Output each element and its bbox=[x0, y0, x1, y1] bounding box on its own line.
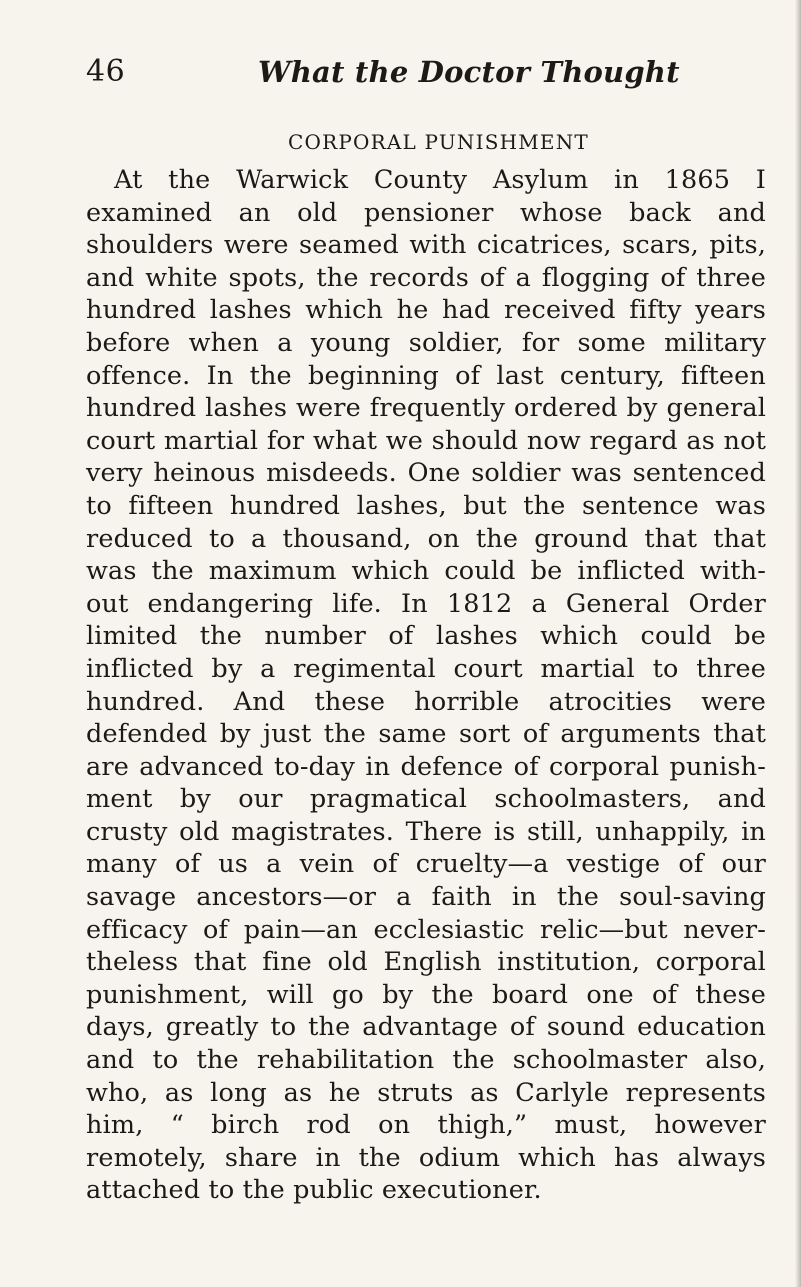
text-line: offence. In the beginning of last century, fifteen bbox=[86, 360, 766, 391]
text-line: punishment, will go by the board one of these bbox=[86, 979, 766, 1010]
text-line: him, “ birch rod on thigh,” must, however bbox=[86, 1110, 766, 1141]
text-line: many of us a vein of cruelty—a vestige of our bbox=[86, 849, 766, 880]
text-line: days, greatly to the advantage of sound education bbox=[86, 1012, 766, 1043]
text-line: At the Warwick County Asylum in 1865 I bbox=[114, 165, 766, 195]
text-line: limited the number of lashes which could be bbox=[86, 621, 766, 652]
text-line: and to the rehabilitation the schoolmaster also, bbox=[86, 1045, 766, 1076]
text-line: examined an old pensioner whose back and bbox=[86, 197, 766, 228]
text-line: hundred lashes were frequently ordered by general bbox=[86, 393, 766, 424]
text-line: attached to the public executioner. bbox=[86, 1175, 542, 1206]
text-line: hundred. And these horrible atrocities were bbox=[86, 686, 766, 717]
text-line: are advanced to-day in defence of corporal punish- bbox=[86, 751, 766, 782]
text-line: efficacy of pain—an ecclesiastic relic—but never- bbox=[86, 914, 766, 945]
text-line: theless that fine old English institution, corporal bbox=[86, 947, 766, 978]
text-line: court martial for what we should now regard as not bbox=[86, 425, 766, 456]
text-line: defended by just the same sort of arguments that bbox=[86, 719, 766, 750]
text-line: and white spots, the records of a flogging of three bbox=[86, 262, 766, 293]
text-line: reduced to a thousand, on the ground that that bbox=[86, 523, 766, 554]
running-head bbox=[86, 52, 716, 96]
text-line: to fifteen hundred lashes, but the sentence was bbox=[86, 490, 766, 521]
text-line: hundred lashes which he had received fifty years bbox=[86, 295, 766, 326]
page-number: 46 bbox=[86, 54, 126, 89]
text-line: inflicted by a regimental court martial to three bbox=[86, 653, 766, 684]
text-line: very heinous misdeeds. One soldier was sentenced bbox=[86, 458, 766, 489]
text-line: savage ancestors—or a faith in the soul-saving bbox=[86, 882, 766, 913]
book-title: What the Doctor Thought bbox=[258, 55, 680, 89]
body-paragraph bbox=[86, 164, 766, 1207]
text-line: was the maximum which could be inflicted with- bbox=[86, 556, 766, 587]
text-line: shoulders were seamed with cicatrices, scars, pits, bbox=[86, 230, 766, 261]
text-line: ment by our pragmatical schoolmasters, and bbox=[86, 784, 766, 815]
text-line: out endangering life. In 1812 a General Order bbox=[86, 588, 766, 619]
section-heading: CORPORAL PUNISHMENT bbox=[288, 130, 589, 154]
text-line: before when a young soldier, for some military bbox=[86, 327, 766, 358]
page-edge bbox=[795, 0, 801, 1287]
text-line: remotely, share in the odium which has always bbox=[86, 1142, 766, 1173]
text-line: crusty old magistrates. There is still, unhappily, in bbox=[86, 816, 766, 847]
text-line: who, as long as he struts as Carlyle represents bbox=[86, 1077, 766, 1108]
